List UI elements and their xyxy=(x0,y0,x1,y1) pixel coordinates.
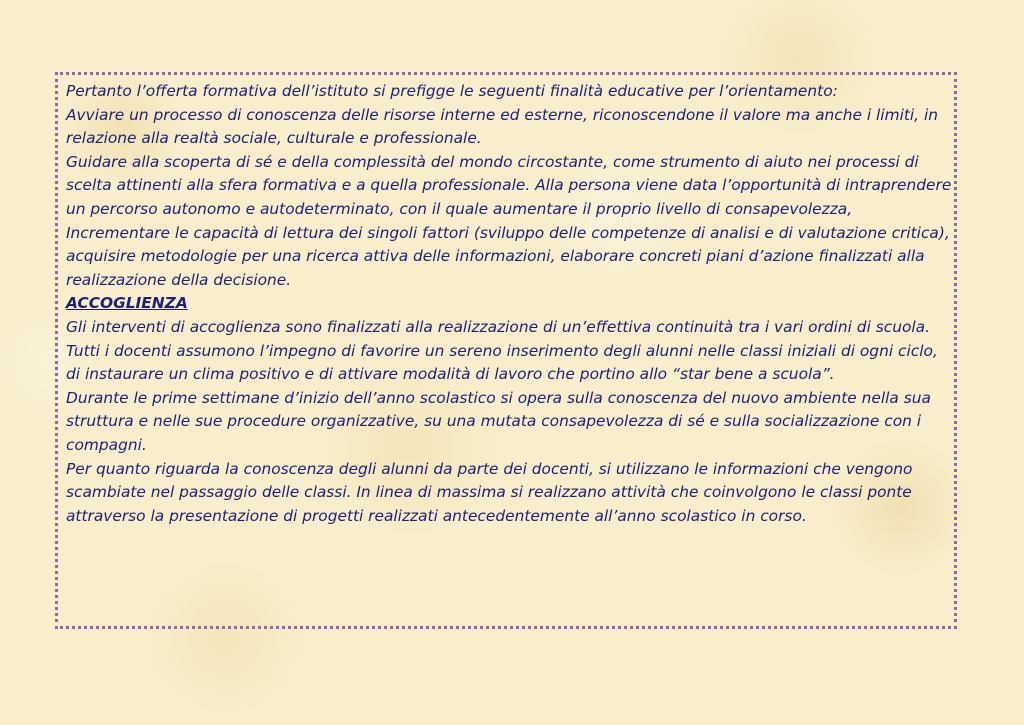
paragraph-docenti: Tutti i docenti assumono l’impegno di favorire un sereno inserimento degli alunni nelle classi iniziali di ogni ciclo, di instaurare un clima positivo e di attivare modalità di lavoro che portino allo “star bene a scuola”. xyxy=(66,341,938,384)
paragraph-interventi: Gli interventi di accoglienza sono finalizzati alla realizzazione di un’effettiva continuità tra i vari ordini di scuola. xyxy=(66,317,930,336)
paragraph-incrementare: Incrementare le capacità di lettura dei singoli fattori (sviluppo delle competenze di analisi e di valutazione critica), acquisire metodologie per una ricerca attiva delle informazioni, elaborare concreti piani d’azione finalizzati alla realizzazione della decisione. xyxy=(66,223,950,289)
document-body xyxy=(66,80,954,528)
paragraph-settimane: Durante le prime settimane d’inizio dell’anno scolastico si opera sulla conoscenza del nuovo ambiente nella sua struttura e nelle sue procedure organizzative, su una mutata consapevolezza di sé e sulla socializzazione con i compagni. xyxy=(66,388,931,454)
paragraph-guidare: Guidare alla scoperta di sé e della complessità del mondo circostante, come strumento di aiuto nei processi di scelta attinenti alla sfera formativa e a quella professionale. Alla persona viene data l’opportunità di intraprendere un percorso autonomo e autodeterminato, con il quale aumentare il proprio livello di consapevolezza, xyxy=(66,152,952,218)
paragraph-avviare: Avviare un processo di conoscenza delle risorse interne ed esterne, riconoscendone il valore ma anche i limiti, in relazione alla realtà sociale, culturale e professionale. xyxy=(66,105,938,148)
paragraph-conoscenza: Per quanto riguarda la conoscenza degli alunni da parte dei docenti, si utilizzano le informazioni che vengono scambiate nel passaggio delle classi. In linea di massima si realizzano attività che coinvolgono le classi ponte attraverso la presentazione di progetti realizzati antecedentemente all’anno scolastico in corso. xyxy=(66,459,913,525)
intro-paragraph: Pertanto l’offerta formativa dell’istituto si prefigge le seguenti finalità educative per l’orientamento: xyxy=(66,82,838,100)
section-heading-accoglienza: ACCOGLIENZA xyxy=(66,294,188,313)
